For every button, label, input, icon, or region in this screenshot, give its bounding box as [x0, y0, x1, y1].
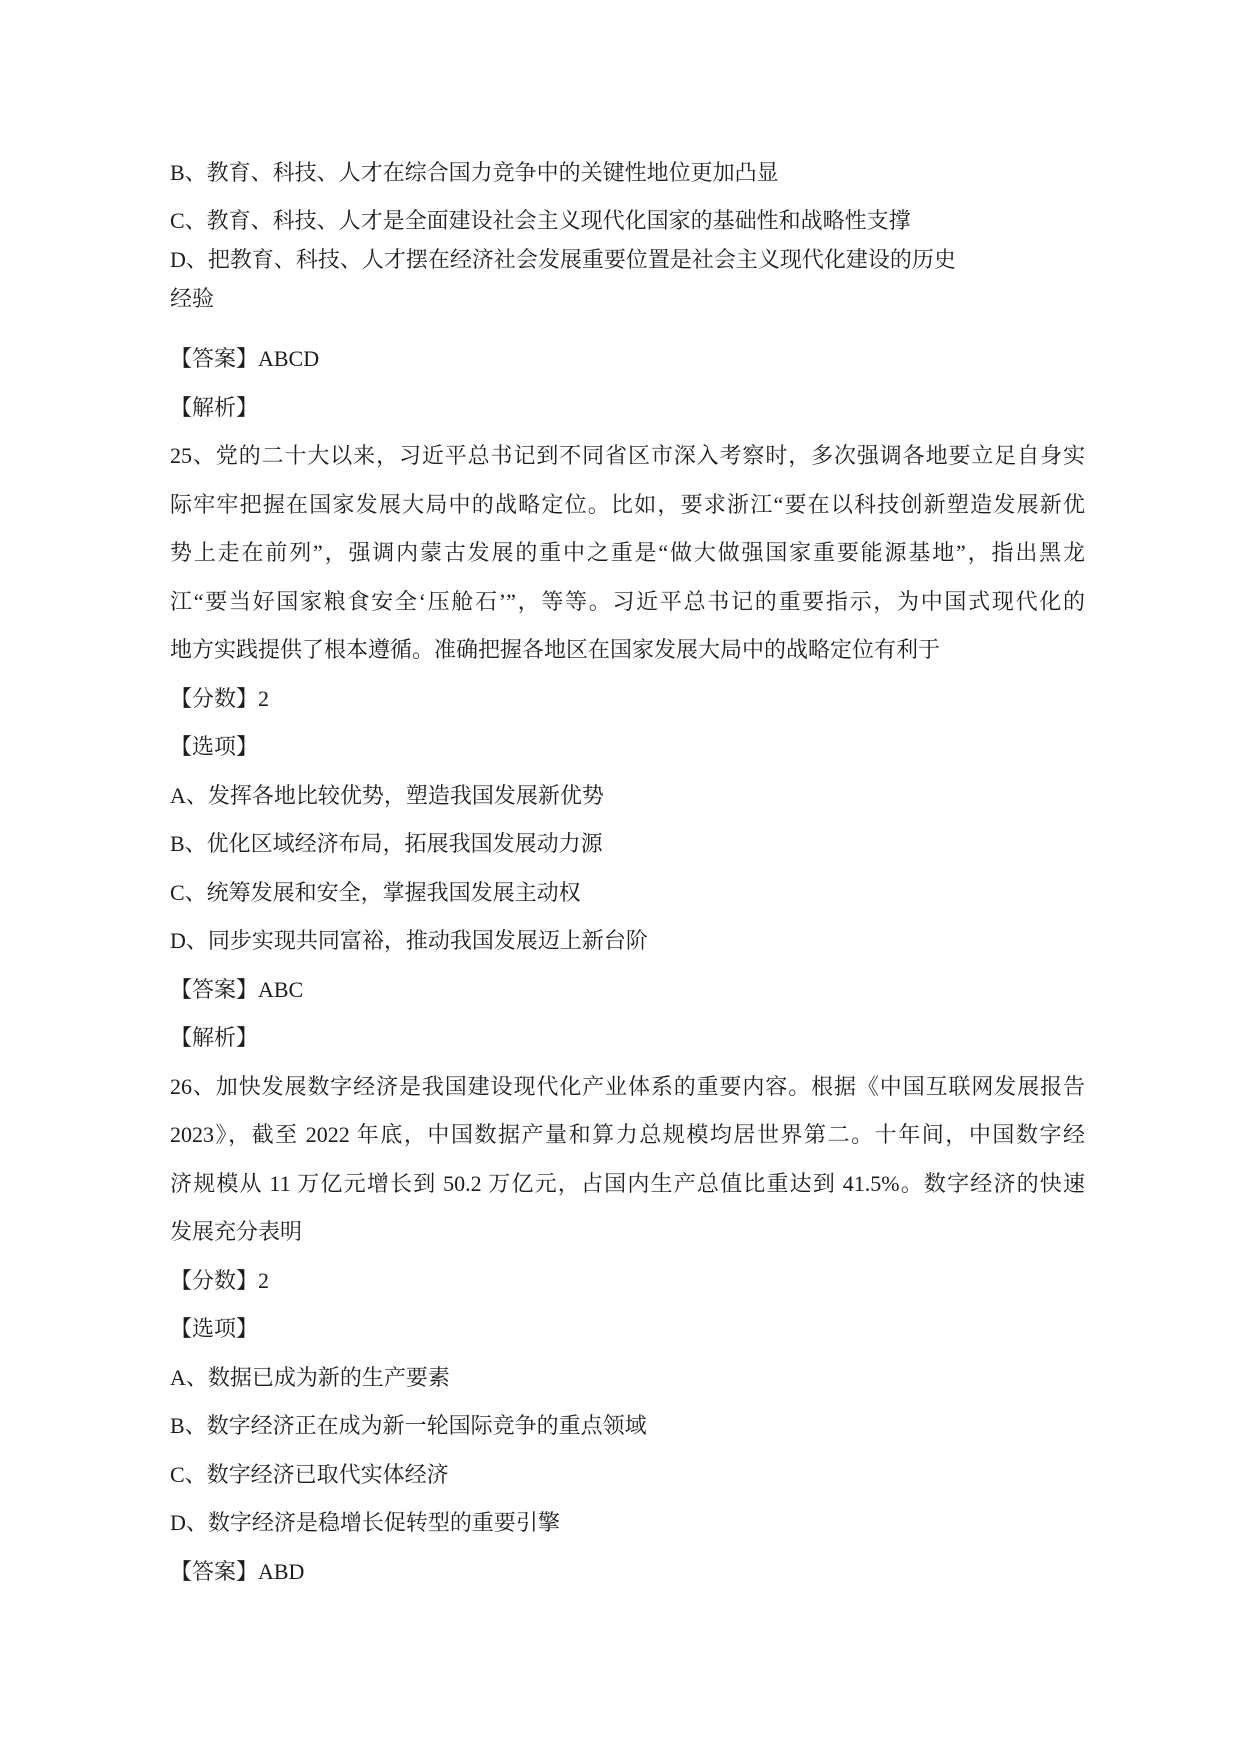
- options-label-line: 【选项】: [170, 734, 259, 759]
- option-line: D、数字经济是稳增长促转型的重要引擎: [170, 1510, 560, 1535]
- analysis-label-line: 【解析】: [170, 394, 259, 420]
- option-line: C、统筹发展和安全，掌握我国发展主动权: [170, 879, 581, 905]
- analysis-label-line: 【解析】: [170, 1025, 259, 1050]
- question-end-line: 地方实践提供了根本遵循。准确把握各地区在国家发展大局中的战略定位有利于: [170, 637, 941, 662]
- text-column: [170, 158, 1085, 1587]
- question-continuation-line: 2023》，截至 2022 年底，中国数据产量和算力总规模均居世界第二。十年间，中国数字经: [170, 1122, 1085, 1147]
- question-line: 25、党的二十大以来，习近平总书记到不同省区市深入考察时，多次强调各地要立足自身实: [170, 443, 1085, 468]
- option-line: C、数字经济已取代实体经济: [170, 1461, 449, 1487]
- option-line: B、优化区域经济布局，拓展我国发展动力源: [170, 831, 603, 856]
- answer-line: 【答案】ABD: [170, 1558, 305, 1584]
- option-line: D、同步实现共同富裕，推动我国发展迈上新台阶: [170, 928, 648, 953]
- question-continuation-line: 济规模从 11 万亿元增长到 50.2 万亿元，占国内生产总值比重达到 41.5%。数字经济的快速: [170, 1170, 1085, 1196]
- question-line: 26、加快发展数字经济是我国建设现代化产业体系的重要内容。根据《中国互联网发展报告: [170, 1073, 1085, 1099]
- options-label-line: 【选项】: [170, 1316, 259, 1341]
- question-continuation-line: 江“要当好国家粮食安全‘压舱石’”，等等。习近平总书记的重要指示，为中国式现代化的: [170, 588, 1085, 614]
- option-line: B、教育、科技、人才在综合国力竞争中的关键性地位更加凸显: [170, 159, 779, 185]
- option-line: B、数字经济正在成为新一轮国际竞争的重点领域: [170, 1413, 647, 1438]
- option-line: C、教育、科技、人才是全面建设社会主义现代化国家的基础性和战略性支撑: [170, 208, 911, 233]
- score-line: 【分数】2: [170, 685, 270, 711]
- question-continuation-line: 际牢牢把握在国家发展大局中的战略定位。比如，要求浙江“要在以科技创新塑造发展新优: [170, 491, 1085, 517]
- option-continuation-line: 经验: [170, 286, 215, 311]
- question-continuation-line: 势上走在前列”，强调内蒙古发展的重中之重是“做大做强国家重要能源基地”，指出黑龙: [170, 540, 1085, 565]
- option-line: A、数据已成为新的生产要素: [170, 1364, 450, 1390]
- answer-line: 【答案】ABC: [170, 976, 304, 1002]
- answer-line: 【答案】ABCD: [170, 346, 320, 371]
- question-end-line: 发展充分表明: [170, 1219, 303, 1244]
- option-line: A、发挥各地比较优势，塑造我国发展新优势: [170, 782, 604, 808]
- score-line: 【分数】2: [170, 1267, 270, 1293]
- option-line: D、把教育、科技、人才摆在经济社会发展重要位置是社会主义现代化建设的历史: [170, 247, 956, 272]
